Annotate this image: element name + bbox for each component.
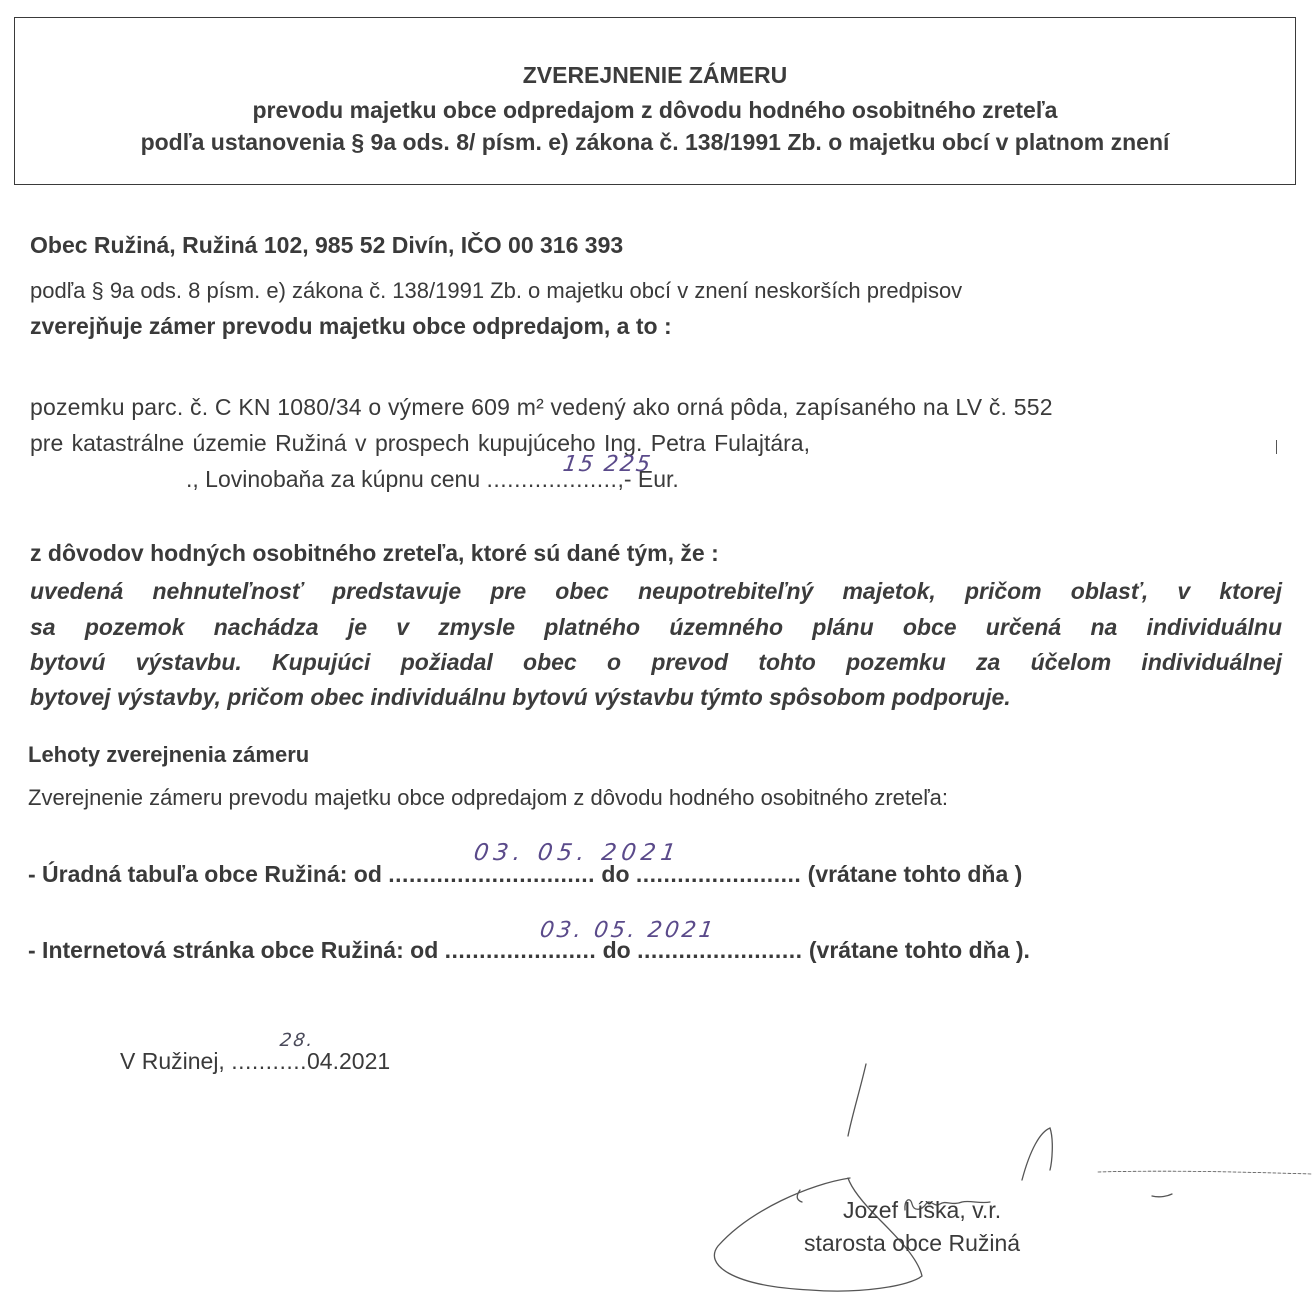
price-handwritten: 15 225 bbox=[561, 452, 654, 477]
deadline-suffix: (vrátane tohto dňa ) bbox=[801, 861, 1023, 887]
date-dots: ........... bbox=[231, 1048, 308, 1074]
property-line-1: pozemku parc. č. C KN 1080/34 o výmere 609 m² vedený ako orná pôda, zapísaného na LV č. 552 bbox=[30, 394, 1053, 420]
document-subtitle: prevodu majetku obce odpredajom z dôvodu hodného osobitného zreteľa bbox=[252, 97, 1058, 123]
place-date bbox=[120, 1048, 390, 1075]
deadlines-intro: Zverejnenie zámeru prevodu majetku obce odpredajom z dôvodu hodného osobitného zreteľa: bbox=[28, 785, 949, 810]
signature-stroke bbox=[848, 1064, 866, 1136]
day-handwritten: 28. bbox=[278, 1030, 317, 1051]
price-prefix: ., Lovinobaňa za kúpnu cenu bbox=[186, 466, 487, 492]
place-prefix: V Ružinej, bbox=[120, 1048, 232, 1074]
reason-line-2: sa pozemok nachádza je v zmysle platného územného plánu obce určená na individuálnu bbox=[30, 614, 1282, 640]
law-line: podľa § 9a ods. 8 písm. e) zákona č. 138/1991 Zb. o majetku obcí v znení neskorších predpisov bbox=[30, 278, 963, 303]
header-box bbox=[14, 17, 1296, 185]
deadlines-heading: Lehoty zverejnenia zámeru bbox=[28, 742, 310, 767]
reason-line-4: bytovej výstavby, pričom obec individuálnu bytovú výstavbu týmto spôsobom podporuje. bbox=[30, 684, 1011, 710]
deadline-row-website bbox=[28, 937, 1030, 964]
deadline-label: - Internetová stránka obce Ružiná: od bbox=[28, 937, 445, 963]
price-suffix: ,- Eur. bbox=[617, 466, 679, 492]
from-dots: .............................. bbox=[388, 861, 595, 887]
to-label: do bbox=[595, 861, 636, 887]
from-date-handwritten: 03. 05. 2021 bbox=[472, 840, 683, 866]
date-suffix: 04.2021 bbox=[307, 1048, 391, 1074]
announce-line: zverejňuje zámer prevodu majetku obce odpredajom, a to : bbox=[30, 313, 672, 339]
reason-line-3: bytovú výstavbu. Kupujúci požiadal obec o prevod tohto pozemku za účelom individuálnej bbox=[30, 649, 1282, 675]
signature-stroke bbox=[1152, 1194, 1172, 1197]
to-dots: ........................ bbox=[635, 861, 802, 887]
to-label: do bbox=[596, 937, 638, 963]
document-title: ZVEREJNENIE ZÁMERU bbox=[522, 62, 788, 88]
scan-mark bbox=[1276, 440, 1277, 454]
signature-drawing bbox=[700, 1050, 1312, 1312]
deadline-label: - Úradná tabuľa obce Ružiná: od bbox=[28, 861, 389, 887]
to-dots: ........................ bbox=[637, 937, 803, 963]
signature-stroke bbox=[1022, 1128, 1052, 1180]
entity-line: Obec Ružiná, Ružiná 102, 985 52 Divín, IČO 00 316 393 bbox=[30, 232, 624, 258]
signer-role: starosta obce Ružiná bbox=[804, 1230, 1021, 1256]
price-dots: ................... bbox=[486, 466, 618, 492]
legal-basis: podľa ustanovenia § 9a ods. 8/ písm. e) zákona č. 138/1991 Zb. o majetku obcí v platnom znení bbox=[140, 129, 1170, 155]
deadline-suffix: (vrátane tohto dňa ). bbox=[802, 937, 1030, 963]
from-dots: ...................... bbox=[444, 937, 597, 963]
property-line-2: pre katastrálne územie Ružiná v prospech kupujúceho Ing. Petra Fulajtára, bbox=[30, 430, 810, 456]
signer-name: Jozef Líška, v.r. bbox=[843, 1197, 1002, 1223]
from-date-handwritten: 03. 05. 2021 bbox=[538, 918, 718, 943]
reason-line-1: uvedená nehnuteľnosť predstavuje pre obec neupotrebiteľný majetok, pričom oblasť, v ktorej bbox=[30, 578, 1282, 604]
reasons-heading: z dôvodov hodných osobitného zreteľa, ktoré sú dané tým, že : bbox=[30, 540, 719, 566]
signature-stroke bbox=[1098, 1171, 1312, 1174]
